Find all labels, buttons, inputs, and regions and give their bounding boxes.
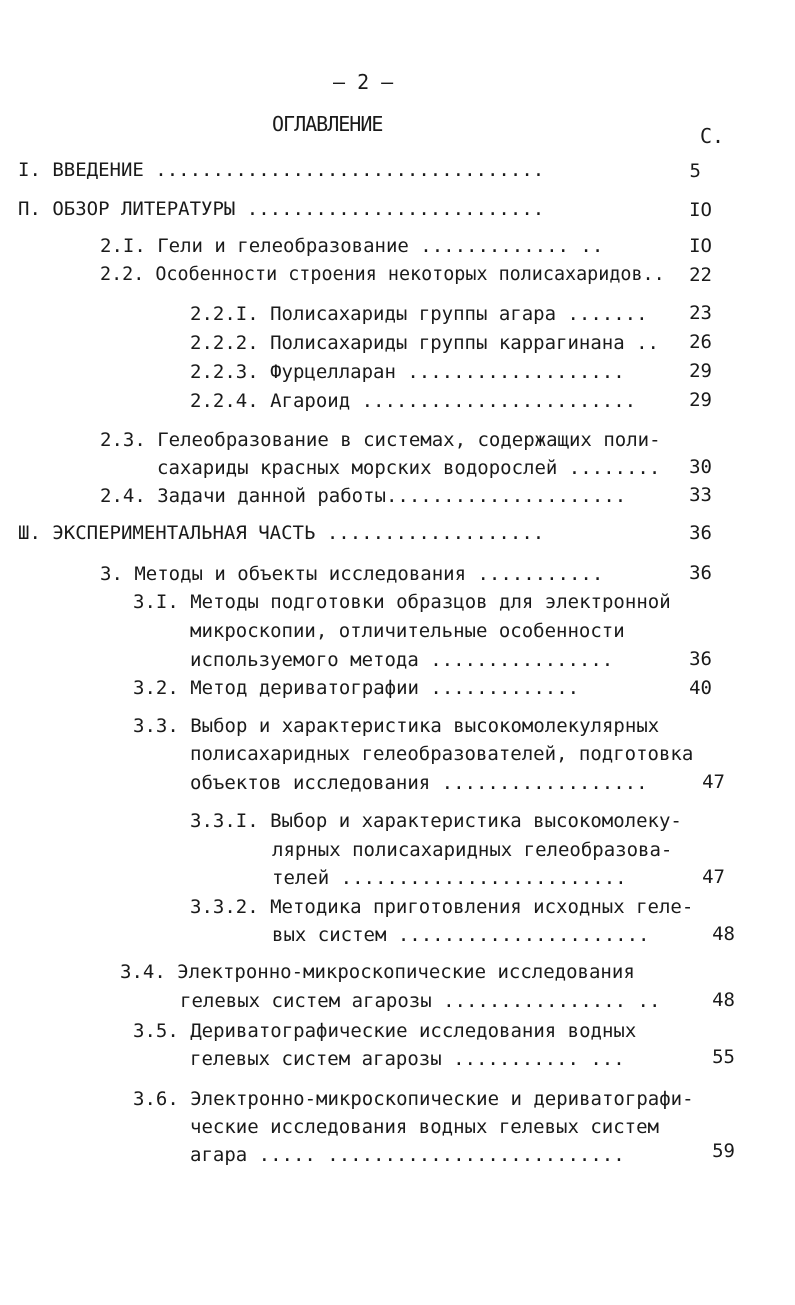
toc-entry-text: 2.3. Гелеобразование в системах, содержащих поли- [100,429,661,451]
toc-entry-text: микроскопии, отличительные особенности [190,620,625,642]
toc-entry-text: 3.3.2. Методика приготовления исходных геле- [190,896,694,918]
toc-entry-text: 2.2. Особенности строения некоторых полисахаридов.. [100,264,665,285]
page-number: – 2 – [333,70,394,94]
toc-entry-page: 36 [689,648,712,670]
toc-entry-page: 23 [689,302,712,324]
toc-entry-text: Ш. ЭКСПЕРИМЕНТАЛЬНАЯ ЧАСТЬ ................... [18,522,545,544]
toc-entry-text: полисахаридных гелеобразователей, подготовка [190,743,694,765]
toc-entry-text: 2.2.3. Фурцелларан ................... [190,361,625,383]
toc-entry-text: 3.3.I. Выбор и характеристика высокомолеку- [190,810,682,832]
toc-entry-page: 47 [702,771,725,793]
toc-entry-text: 3.5. Дериватографические исследования водных [133,1020,637,1042]
toc-entry-page: 55 [712,1046,735,1068]
toc-entry-text: используемого метода ................ [190,649,614,671]
toc-entry-page: 40 [689,677,712,699]
toc-entry-text: телей ......................... [272,867,627,889]
toc-entry-text: гелевых систем агарозы ................ .. [180,990,661,1012]
toc-entry-page: 29 [689,360,712,382]
toc-entry-text: ческие исследования водных гелевых систем [190,1116,659,1138]
toc-entry-text: гелевых систем агарозы ........... ... [190,1048,625,1070]
toc-entry-text: сахариды красных морских водорослей ........ [157,457,661,479]
toc-entry-text: 3.4. Электронно-микроскопические исследования [120,961,635,983]
toc-entry-text: объектов исследования .................. [190,772,648,794]
toc-entry-page: 59 [712,1140,735,1162]
toc-entry-page: 48 [712,989,735,1011]
toc-entry-text: лярных полисахаридных гелеобразова- [272,839,673,861]
page-column-header: С. [700,124,725,148]
toc-entry-text: 3.3. Выбор и характеристика высокомолекулярных [133,715,660,737]
toc-entry-page: 26 [689,331,712,353]
toc-entry-page: IO [689,199,712,221]
toc-entry-text: 2.4. Задачи данной работы..................... [100,485,627,507]
toc-entry-text: П. ОБЗОР ЛИТЕРАТУРЫ .......................... [18,198,545,220]
toc-entry-page: 47 [702,866,725,888]
toc-entry-page: 36 [689,562,712,584]
toc-entry-text: агара ..... .......................... [190,1144,625,1166]
toc-entry-page: 22 [689,264,712,286]
toc-entry-page: 29 [689,389,712,411]
toc-entry-text: 2.2.2. Полисахариды группы каррагинана .. [190,332,659,354]
toc-entry-text: 3.6. Электронно-микроскопические и дериватографи- [133,1088,694,1110]
toc-entry-text: вых систем ...................... [272,924,650,946]
toc-entry-text: 2.2.4. Агароид ........................ [190,390,637,412]
toc-entry-page: 33 [689,484,712,506]
toc-entry-text: 3. Методы и объекты исследования ........... [100,563,604,585]
toc-entry-page: 36 [689,522,712,544]
toc-entry-text: 2.I. Гели и гелеобразование ............. .. [100,235,604,257]
toc-entry-page: 30 [689,456,712,478]
toc-entry-page: IO [689,235,712,257]
toc-entry-text: 3.I. Методы подготовки образцов для электронной [133,591,671,613]
toc-entry-page: 5 [689,160,701,182]
toc-entry-page: 48 [712,923,735,945]
toc-entry-text: 2.2.I. Полисахариды группы агара ....... [190,303,648,325]
toc-entry-text: I. ВВЕДЕНИЕ .................................. [18,159,545,181]
toc-entry-text: 3.2. Метод дериватографии ............. [133,677,580,699]
page-title: ОГЛАВЛЕНИЕ [272,112,383,136]
